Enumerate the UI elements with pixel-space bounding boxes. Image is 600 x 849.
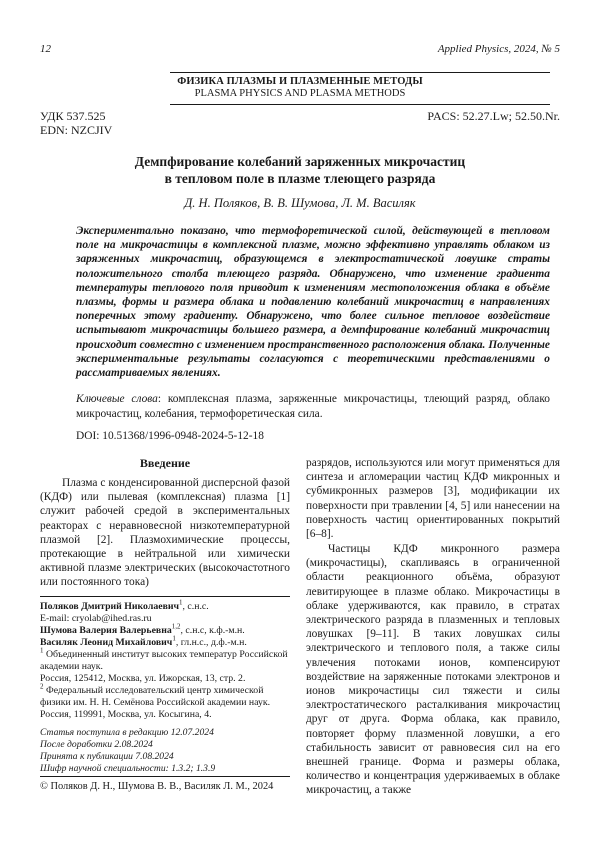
- intro-heading: Введение: [139, 456, 191, 470]
- org-1-address: Россия, 125412, Москва, ул. Ижорская, 13, стр. 2.: [40, 673, 246, 684]
- intro-paragraph-right-1: разрядов, используются или могут применяться для синтеза и агломерации частиц КДФ микронных и субмикронных размеров [3], модификации их поверхности при травлении [4, 5] или нанесении на поверхность частиц ориентированных покрытий [6–8].: [306, 457, 560, 541]
- doi: DOI: 10.51368/1996-0948-2024-5-12-18: [76, 430, 264, 442]
- org-1-name: Объединенный институт высоких температур Российской академии наук.: [40, 649, 288, 672]
- date-revised: После доработки 2.08.2024: [40, 739, 153, 750]
- author-1: [40, 598, 290, 613]
- section-rule-top: [170, 72, 550, 73]
- author-3: [40, 634, 290, 649]
- authors: Д. Н. Поляков, В. В. Шумова, Л. М. Василяк: [184, 196, 416, 210]
- edn-code: EDN: NZCJIV: [40, 123, 113, 137]
- org-1-sup: 1: [40, 646, 44, 655]
- author-3-sup: 1: [172, 634, 176, 643]
- copyright-rule: [40, 776, 290, 777]
- keywords-text: : комплексная плазма, заряженные микрочастицы, тлеющий разряд, облако микрочастиц, колебания, термофоретическая сила.: [76, 393, 550, 420]
- date-accepted: Принята к публикации 7.08.2024: [40, 751, 174, 762]
- title-line-1: Демпфирование колебаний заряженных микрочастиц: [134, 154, 466, 169]
- org-1: [40, 646, 290, 673]
- intro-paragraph-right-2: Частицы КДФ микронного размера (микрочастицы), скапливаясь в ограниченной области реакционного объёма, образуют левитирующее в плазме облако. Микрочастицы в облаке удерживаются, как правило, в стратах электрического разряда в плазменных и тепловых ловушках [9–11]. В таких ловушках силы электрического и теплового поля, а также силы увлечения потоками ионов, компенсируют воздействие на заряженные потоками электронов и ионов микрочастицы сил тяжести и силы электростатического расталкивания микрочастиц друг от друга. Форма облака, как правило, повторяет форму плазменной ловушки, а его стабильность зависит от равновесия сил на его внешней границе. Форма и размеры облака, количество и концентрация удерживаемых в облаке микрочастиц, а также: [306, 543, 560, 797]
- author-1-title: , с.н.с.: [182, 601, 209, 612]
- article-title: [0, 153, 600, 187]
- journal-name: Applied Physics, 2024, № 5: [437, 43, 560, 55]
- author-2-sup: 1,2: [171, 622, 181, 631]
- udk-code: УДК 537.525: [40, 109, 106, 123]
- title-line-2: в тепловом поле в плазме тлеющего разряда: [164, 171, 436, 186]
- section-title-en: PLASMA PHYSICS AND PLASMA METHODS: [194, 88, 406, 99]
- author-3-name: Василяк Леонид Михайлович: [40, 637, 173, 648]
- org-2-address: Россия, 119991, Москва, ул. Косыгина, 4.: [40, 709, 212, 720]
- copyright: © Поляков Д. Н., Шумова В. В., Василяк Л. М., 2024: [40, 781, 274, 792]
- abstract: Экспериментально показано, что термофоретической силой, действующей в тепловом поле на микрочастицы в комплексной плазме, можно эффективно управлять облаком из заряженных микрочастиц, образующемся в электростатической ловушке страты положительного столба тлеющего разряда. Обнаружено, что изменение градиента температуры теплового поля приводит к изменениям местоположения облака в объёме плазмы, формы и размера облака и подавлению колебаний микрочастиц в направлениях поперечных этому градиенту. Обнаружено, что более сильное тепловое воздействие испытывают микрочастицы большего размера, а демпфирование колебаний микрочастиц происходит совместно с изменением пространственного расположения облака. Полученные экспериментальные результаты согласуются с теоретическими представлениями о рассматриваемых явлениях.: [76, 225, 550, 380]
- keywords-label: Ключевые слова: [76, 393, 158, 405]
- author-1-email[interactable]: E-mail: cryolab@ihed.ras.ru: [40, 613, 152, 624]
- org-2-name: Федеральный исследовательский центр химической физики им. Н. Н. Семёнова Российской академии наук.: [40, 685, 271, 708]
- org-2-sup: 2: [40, 682, 44, 691]
- specialty-code: Шифр научной специальности: 1.3.2; 1.3.9: [40, 763, 216, 774]
- section-heading: [0, 76, 600, 100]
- author-3-title: , гл.н.с., д.ф.-м.н.: [175, 637, 247, 648]
- pacs-code: PACS: 52.27.Lw; 52.50.Nr.: [427, 109, 560, 123]
- author-1-name: Поляков Дмитрий Николаевич: [40, 601, 180, 612]
- org-2: [40, 682, 290, 709]
- udk-block: [40, 109, 112, 137]
- date-received: Статья поступила в редакцию 12.07.2024: [40, 727, 214, 738]
- author-2-name: Шумова Валерия Валерьевна: [40, 625, 172, 636]
- author-affiliations: [40, 598, 290, 721]
- author-2: [40, 622, 290, 637]
- author-1-sup: 1: [179, 598, 183, 607]
- footnote-rule: [40, 596, 290, 597]
- keywords: [76, 392, 550, 421]
- intro-paragraph-1: Плазма с конденсированной дисперсной фазой (КДФ) или пылевая (комплексная) плазма [1] служит рабочей средой в экспериментальных реакторах с неравновесной низкотемпературной плазмой [2]. Плазмохимические процессы, протекающие в нейтральной или химически активной плазме электрических (высокочастотного или постоянного тока): [40, 477, 290, 589]
- section-rule-bottom: [170, 104, 550, 105]
- page-number: 12: [40, 43, 51, 55]
- author-2-title: , с.н.с, к.ф.-м.н.: [180, 625, 245, 636]
- section-title-ru: ФИЗИКА ПЛАЗМЫ И ПЛАЗМЕННЫЕ МЕТОДЫ: [177, 76, 423, 87]
- article-dates: [40, 727, 290, 775]
